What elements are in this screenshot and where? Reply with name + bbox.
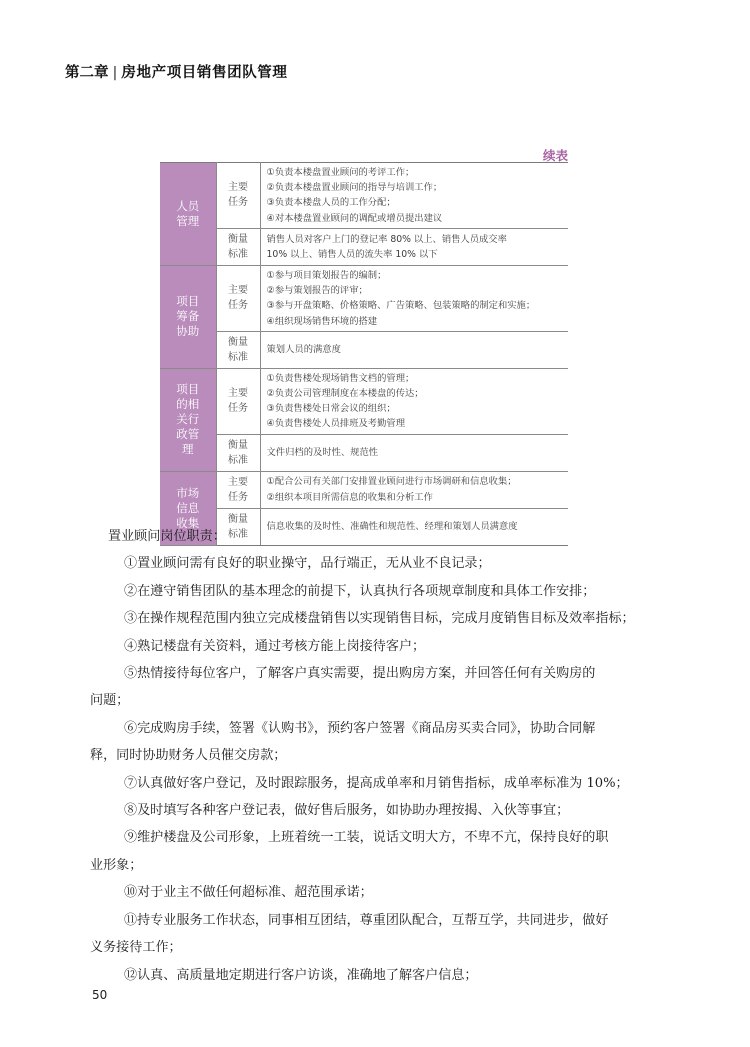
row-label-cell <box>216 265 260 331</box>
content-line: 策划人员的满意度 <box>266 344 341 356</box>
row-content-cell <box>260 434 568 471</box>
row-label-line: 任务 <box>228 491 248 503</box>
category-label-line: 信息 <box>176 500 200 515</box>
row-label-line: 衡量 <box>228 336 248 348</box>
duty-table-body <box>160 163 568 546</box>
row-label-line: 标准 <box>228 528 248 540</box>
content-line: 信息收集的及时性、准确性和规范性、经理和策划人员满意度 <box>266 521 518 533</box>
row-label-line: 主要 <box>228 285 248 297</box>
category-label-line: 理 <box>182 442 194 457</box>
row-label-line: 标准 <box>228 351 248 363</box>
chapter-label: 第二章 <box>65 65 109 81</box>
duty-item: ⑫认真、高质量地定期进行客户访谈，准确地了解客户信息； <box>124 967 478 983</box>
content-line: ④对本楼盘置业顾问的调配或增员提出建议 <box>266 212 443 224</box>
duty-item: ⑤热情接待每位客户，了解客户真实需要，提出购房方案，并回答任何有关购房的 <box>124 666 596 682</box>
row-label-cell <box>216 471 260 508</box>
content-line: ②负责本楼盘置业顾问的指导与培训工作； <box>266 182 443 194</box>
category-cell <box>160 265 216 368</box>
duty-continuation-line: 释，同时协助财务人员催交房款； <box>90 748 287 764</box>
category-label-line: 人员 <box>176 198 200 213</box>
category-label-line: 管理 <box>176 213 200 228</box>
duty-item: ③在操作规程范围内独立完成楼盘销售以实现销售目标，完成月度销售目标及效率指标； <box>124 611 635 627</box>
table-row <box>160 368 568 434</box>
row-label-line: 标准 <box>228 454 248 466</box>
category-label-line: 的相 <box>176 397 200 412</box>
category-label-line: 项目 <box>176 382 200 397</box>
category-label-line: 关行 <box>176 412 200 427</box>
content-line: ②负责公司管理制度在本楼盘的传达； <box>266 388 424 400</box>
duty-item: ⑩对于业主不做任何超标准、超范围承诺； <box>124 885 373 901</box>
chapter-title: 房地产项目销售团队管理 <box>121 65 288 81</box>
table-row <box>160 471 568 508</box>
row-label-line: 衡量 <box>228 439 248 451</box>
row-content-cell <box>260 163 568 229</box>
header-separator: | <box>112 65 118 81</box>
row-label-cell <box>216 163 260 229</box>
table-row <box>160 265 568 331</box>
page-number: 50 <box>92 988 108 1002</box>
duty-table <box>160 162 568 546</box>
row-label-line: 主要 <box>228 476 248 488</box>
content-line: ②参与策划报告的评审； <box>266 285 368 297</box>
duty-item: ⑪持专业服务工作状态，同事相互团结，尊重团队配合，互帮互学，共同进步，做好 <box>124 912 609 928</box>
table-row <box>160 331 568 368</box>
duty-continuation-line: 问题； <box>90 693 130 709</box>
content-line: ④组织现场销售环境的搭建 <box>266 315 378 327</box>
row-label-cell <box>216 434 260 471</box>
row-label-line: 衡量 <box>228 233 248 245</box>
row-label-line: 主要 <box>228 182 248 194</box>
category-label-line: 协助 <box>176 324 200 339</box>
content-line: ③负责本楼盘人员的工作分配； <box>266 197 396 209</box>
job-duties-text <box>90 523 690 989</box>
running-header <box>65 61 288 82</box>
row-label-line: 任务 <box>228 403 248 415</box>
content-line: 销售人员对客户上门的登记率 80% 以上、销售人员成交率 <box>266 233 507 245</box>
duty-continuation-line: 义务接待工作； <box>90 940 182 956</box>
row-content-cell <box>260 265 568 331</box>
table-row <box>160 434 568 471</box>
duty-item: ②在遵守销售团队的基本理念的前提下，认真执行各项规章制度和具体工作安排； <box>124 583 596 599</box>
table-caption: 续表 <box>543 148 569 163</box>
row-label-line: 任务 <box>228 197 248 209</box>
content-line: ④负责售楼处人员排班及考勤管理 <box>266 418 405 430</box>
row-label-cell <box>216 331 260 368</box>
content-line: ②组织本项目所需信息的收集和分析工作 <box>266 491 433 503</box>
category-cell <box>160 368 216 471</box>
duty-item: ⑥完成购房手续，签署《认购书》，预约客户签署《商品房买卖合同》，协助合同解 <box>124 720 596 736</box>
duty-item: ⑨维护楼盘及公司形象，上班着统一工装，说话文明大方，不卑不亢，保持良好的职 <box>124 830 609 846</box>
duties-heading: 置业顾问岗位职责： <box>108 529 226 544</box>
duty-item: ①置业顾问需有良好的职业操守，品行端正，无从业不良记录； <box>124 556 491 572</box>
row-content-cell <box>260 331 568 368</box>
row-label-cell <box>216 228 260 265</box>
category-label-line: 市场 <box>176 485 200 500</box>
row-label-line: 衡量 <box>228 513 248 525</box>
category-label-line: 政管 <box>176 427 200 442</box>
category-label-line: 收集 <box>176 515 200 530</box>
duty-item: ④熟记楼盘有关资料，通过考核方能上岗接待客户； <box>124 638 426 654</box>
row-label-line: 标准 <box>228 248 248 260</box>
content-line: ①配合公司有关部门安排置业顾问进行市场调研和信息收集； <box>266 476 517 488</box>
duty-item: ⑦认真做好客户登记，及时跟踪服务，提高成单率和月销售指标，成单率标准为 10%； <box>124 775 629 791</box>
content-line: ①参与项目策划报告的编制； <box>266 269 387 281</box>
row-label-cell <box>216 368 260 434</box>
duty-item: ⑧及时填写各种客户登记表，做好售后服务，如协助办理按揭、入伙等事宜； <box>124 803 570 819</box>
row-content-cell <box>260 368 568 434</box>
row-content-cell <box>260 228 568 265</box>
category-label-line: 筹备 <box>176 309 200 324</box>
table-row <box>160 163 568 229</box>
row-content-cell <box>260 471 568 508</box>
category-cell <box>160 163 216 266</box>
content-line: 10% 以上、销售人员的流失率 10% 以下 <box>266 248 438 260</box>
content-line: ①负责本楼盘置业顾问的考评工作； <box>266 167 415 178</box>
content-line: 文件归档的及时性、规范性 <box>266 447 379 459</box>
row-label-line: 任务 <box>228 300 248 312</box>
table-row <box>160 228 568 265</box>
content-line: ①负责售楼处现场销售文档的管理； <box>266 372 415 384</box>
content-line: ③负责售楼处日常会议的组织； <box>266 403 396 415</box>
category-label-line: 项目 <box>176 294 200 309</box>
duty-continuation-line: 业形象； <box>90 857 143 873</box>
row-label-line: 主要 <box>228 388 248 400</box>
content-line: ③参与开盘策略、价格策略、广告策略、包装策略的制定和实施； <box>266 300 536 312</box>
